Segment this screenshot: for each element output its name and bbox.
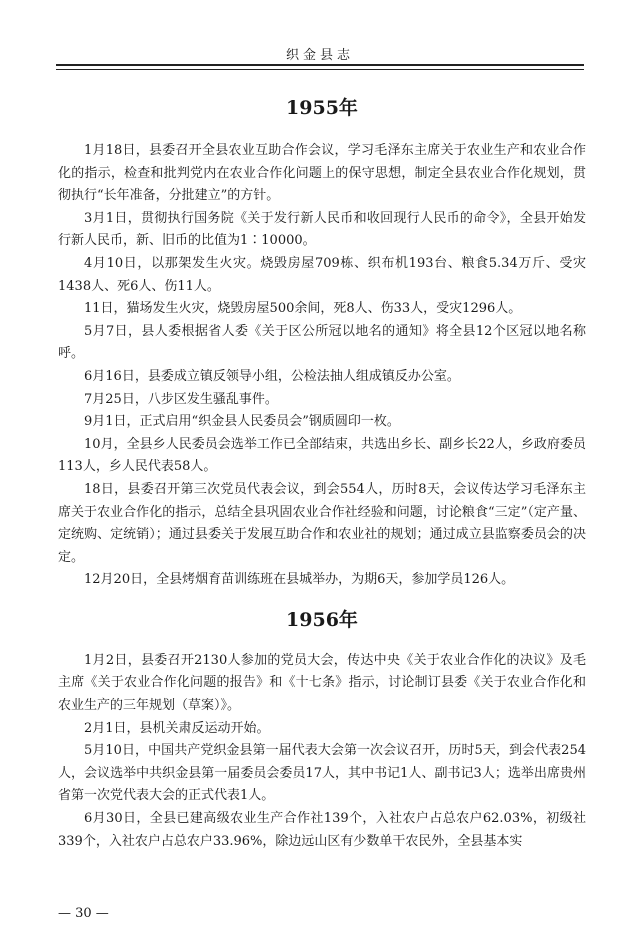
entry-1955-apr11: 11日，猫场发生火灾，烧毁房屋500余间，死8人、伤33人，受灾1296人。 [84,301,522,317]
entry-1956-jun30: 6月30日，全县已建高级农业生产合作社139个，入社农户占总农户62.03%，初级社339个，入社农户占总农户33.96%，除边远山区有少数单干农民外，全县基本实 [58,811,586,849]
year-heading-1956: 1956年 [286,608,358,631]
year-heading-1955: 1955年 [286,97,358,119]
entry-1955-apr10: 4月10日，以那架发生火灾。烧毁房屋709栋、织布机193台、粮食5.34万斤、受灾1438人、死6人、伤11人。 [58,255,586,294]
entry-1956-jan2: 1月2日，县委召开2130人参加的党员大会，传达中央《关于农业合作化的决议》及毛主席《关于农业合作化问题的报告》和《十七条》指示，讨论制订县委《关于农业合作化和农业生产的三年规划（草案）》。 [58,652,586,714]
entry-1956-may10: 5月10日，中国共产党织金县第一届代表大会第一次会议召开，历时5天，到会代表254人，会议选举中共织金县第一届委员会委员17人，其中书记1人、副书记3人；选举出席贵州省第一次党代表大会的正式代表1人。 [58,743,586,804]
entry-1955-dec20: 12月20日，全县烤烟育苗训练班在县城举办，为期6天，参加学员126人。 [84,572,515,588]
entry-1955-mar1: 3月1日，贯彻执行国务院《关于发行新人民币和收回现行人民币的命令》，全县开始发行新人民币，新、旧币的比值为1∶10000。 [58,210,586,249]
entry-1955-oct18: 18日，县委召开第三次党员代表会议，到会554人，历时8天，会议传达学习毛泽东主席关于农业合作化的指示，总结全县巩固农业合作社经验和问题，讨论粮食“三定”（定产量、定统购、定统销）；通过县委关于发展互助合作和农业社的规划；通过成立县监察委员会的决定。 [58,481,586,565]
page-number: — 30 — [58,906,109,921]
entry-1956-feb1: 2月1日，县机关肃反运动开始。 [84,720,270,736]
page-content [58,92,586,853]
entry-1955-sep1: 9月1日，正式启用“织金县人民委员会”钢质圆印一枚。 [84,414,400,430]
header-rule-thick [56,64,584,66]
header-rule-thin [56,69,584,70]
running-header-title: 织金县志 [285,48,354,63]
entry-1955-jul25: 7月25日，八步区发生骚乱事件。 [84,391,278,407]
entry-1955-oct: 10月，全县乡人民委员会选举工作已全部结束，共选出乡长、副乡长22人，乡政府委员113人，乡人民代表58人。 [58,436,586,475]
entry-1955-may7: 5月7日，县人委根据省人委《关于区公所冠以地名的通知》将全县12个区冠以地名称呼。 [58,323,586,362]
entry-1955-jan18: 1月18日，县委召开全县农业互助合作会议，学习毛泽东主席关于农业生产和农业合作化的指示，检查和批判党内在农业合作化问题上的保守思想，制定全县农业合作化规划，贯彻执行“长年准备，分批建立”的方针。 [58,143,586,204]
entry-1955-jun16: 6月16日，县委成立镇反领导小组，公检法抽人组成镇反办公室。 [84,368,460,384]
